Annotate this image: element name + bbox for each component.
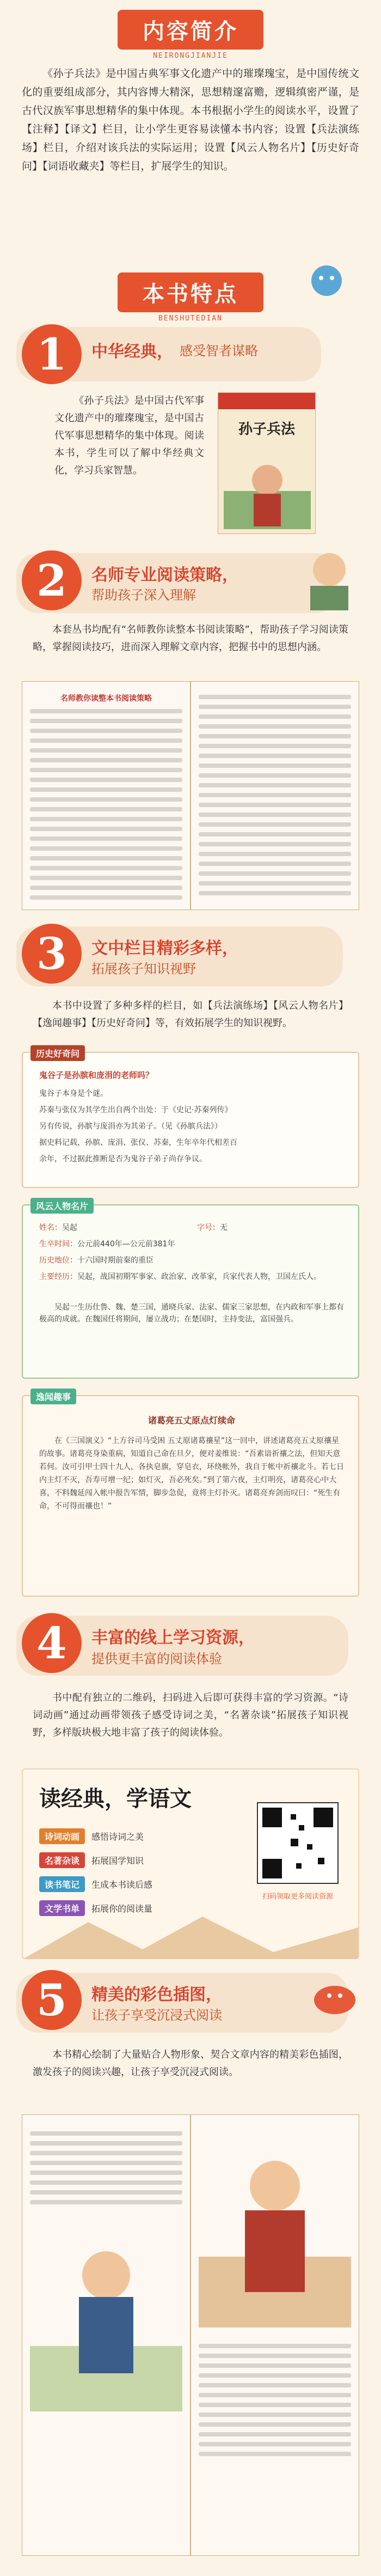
- feature2-title: 名师专业阅读策略，: [91, 566, 238, 585]
- resource-item-2: [39, 1848, 235, 1872]
- history-question-tag: 历史好奇问: [30, 1045, 85, 1061]
- intro-subtitle: NEIRONGJIANJIE: [153, 52, 228, 60]
- character-status-label: 历史地位: [39, 1256, 70, 1265]
- resource-item-3-tag: 读书笔记: [39, 1876, 85, 1892]
- illustration-general: [199, 2131, 351, 2328]
- anecdote-tag: [30, 1389, 76, 1404]
- features-title: 本书特点: [118, 272, 263, 312]
- character-row-courtesy: 字号：无: [197, 1223, 228, 1232]
- illustrated-page-right: [190, 2114, 359, 2556]
- book-cover-band: [218, 393, 315, 409]
- feature1-text: 《孙子兵法》是中国古代军事文化遗产中的璀璨瑰宝，是中国古代军事思想精华的集中体现。阅读本书，学生可以了解中华经典文化，学习兵家智慧。: [54, 395, 204, 476]
- character-courtesy-label: 字号: [197, 1223, 212, 1232]
- character-status-value: 十六国时期前秦的重臣: [77, 1256, 153, 1265]
- features-subtitle: BENSHUTEDIAN: [158, 314, 223, 323]
- history-question-line-2: 苏秦与张仪为其学生出自两个出处：于《史记·苏秦列传》: [39, 1106, 232, 1114]
- character-courtesy-value: 无: [220, 1223, 228, 1232]
- character-row-dates: 生卒时间：公元前440年—公元前381年: [39, 1240, 175, 1248]
- anecdote-title: 诸葛亮五丈原点灯续命: [148, 1415, 235, 1426]
- qr-code[interactable]: [257, 1802, 339, 1884]
- resource-item-3: [39, 1872, 235, 1896]
- character-row-experience: 主要经历：吴起，战国初期军事家、政治家、改革家，兵家代表人物，卫国左氏人。: [39, 1272, 321, 1281]
- feature1-subtitle: 感受智者谋略: [180, 343, 258, 359]
- resource-item-4-tag: 文学书单: [39, 1900, 85, 1916]
- feature1-number: 1: [22, 324, 82, 384]
- character-row-status: 历史地位：十六国时期前秦的重臣: [39, 1256, 153, 1265]
- history-question-title: 鬼谷子是孙膑和庞涓的老师吗？: [39, 1070, 154, 1080]
- anecdote-card: [22, 1392, 359, 1597]
- resource-item-2-desc: 拓展国学知识: [91, 1855, 144, 1866]
- illustration-warrior: [30, 2215, 182, 2411]
- resource-item-3-desc: 生成本书读后感: [91, 1879, 153, 1890]
- mountain-decoration: [23, 1911, 358, 1959]
- feature5-text: 本书精心绘制了大量贴合人物形象、契合文章内容的精美彩色插图，激发孩子的阅读兴趣，让孩子享受沉浸式阅读。: [33, 2049, 348, 2078]
- feature3-text: 本书中设置了多种多样的栏目，如【兵法演练场】【风云人物名片】【逸闻趣事】【历史好奇问】等，有效拓展学生的知识视野。: [33, 1000, 348, 1029]
- feature4-number: 4: [22, 1613, 82, 1673]
- history-question-card: [22, 1048, 359, 1188]
- features-banner: [0, 272, 381, 323]
- feature3-title: 文中栏目精彩多样，: [91, 939, 238, 958]
- qr-code-icon: [258, 1803, 337, 1883]
- book-page-left: [22, 681, 190, 910]
- character-card: [22, 1201, 359, 1379]
- qr-caption: 扫码领取更多阅读资源: [262, 1893, 333, 1901]
- illustrated-page-left: [22, 2114, 190, 2556]
- resource-item-2-tag: 名著杂谈: [39, 1852, 85, 1868]
- feature2-text: 本套丛书均配有“名师教你读整本书阅读策略”，帮助孩子学习阅读策略，掌握阅读技巧，进而深入理解文章内容，把握书中的思想内涵。: [33, 624, 348, 653]
- history-question-line-5: 余年，不过据此推断是否为鬼谷子弟子尚存争议。: [39, 1155, 207, 1163]
- character-card-tag: 风云人物名片: [30, 1198, 94, 1214]
- page-heading: 名师教你读整本书阅读策略: [60, 694, 152, 703]
- scholar-decoration: [294, 545, 365, 610]
- history-question-line-3: 另有传说，孙膑与庞涓亦为其弟子。（见《孙膑兵法》）: [39, 1122, 222, 1131]
- feature3-subtitle: 拓展孩子知识视野: [91, 961, 196, 977]
- intro-banner: [0, 10, 381, 60]
- character-experience-value: 吴起，战国初期军事家、政治家、改革家，兵家代表人物，卫国左氏人。: [77, 1272, 321, 1281]
- intro-paragraph: 《孙子兵法》是中国古典军事文化遗产中的璀璨瑰宝，是中国传统文化的重要组成部分，其内容博大精深，思想精邃富赡，逻辑缜密严谨，是古代汉族军事思想精华的集中体现。本书根据小学生的阅读水平，设置了【注释】【译文】栏目，让小学生更容易读懂本书内容；设置【兵法演练场】栏目，介绍对该兵法的实际运用；设置【风云人物名片】【历史好奇问】【词语收藏夹】等栏目，扩展学生的知识。: [22, 68, 359, 172]
- feature4-text: 书中配有独立的二维码，扫码进入后即可获得丰富的学习资源。“诗词动画”通过动画带领孩子感受诗词之美，“名著杂谈”拓展孩子知识视野，多样版块极大地丰富了孩子的阅读体验。: [33, 1692, 348, 1738]
- character-name-label: 姓名: [39, 1223, 54, 1232]
- anecdote-tag-part-2: 趣事: [53, 1392, 71, 1402]
- resource-item-4-desc: 拓展你的阅读量: [91, 1903, 153, 1914]
- character-dates-label: 生卒时间: [39, 1240, 70, 1248]
- feature5-title: 精美的彩色插图，: [91, 1985, 222, 2004]
- feature4-title: 丰富的线上学习资源，: [91, 1628, 255, 1647]
- feature4-subtitle: 提供更丰富的阅读体验: [91, 1651, 222, 1666]
- character-experience-label: 主要经历: [39, 1272, 70, 1281]
- book-cover-illustration: [224, 447, 311, 529]
- character-dates-value: 公元前440年—公元前381年: [77, 1240, 175, 1248]
- feature1-title: 中华经典，: [91, 342, 173, 361]
- intro-title: 内容简介: [118, 10, 263, 50]
- history-question-line-1: 鬼谷子本身是个谜。: [39, 1089, 108, 1098]
- online-resources-panel: [22, 1768, 359, 1959]
- book-cover-title: 孙子兵法: [238, 421, 295, 438]
- feature2-subtitle: 帮助孩子深入理解: [91, 587, 196, 603]
- book-page-right: [190, 681, 359, 910]
- character-name-value: 吴起: [62, 1223, 77, 1232]
- feature5-number: 5: [22, 1970, 82, 2030]
- history-question-line-4: 据史料记载，孙膑、庞涓、张仪、苏秦，生年卒年代相差百: [39, 1138, 237, 1147]
- online-resources-title: 读经典，学语文: [39, 1786, 192, 1811]
- feature3-number: 3: [22, 924, 82, 984]
- book-cover: [218, 392, 316, 534]
- anecdote-body: 在《三国演义》“上方谷司马受困 五丈原诸葛禳星”这一回中，讲述诸葛亮五丈原禳星的故事。诸葛亮身染重病，知道自己命在旦夕，便对姜维说：“吾素谙祈禳之法，但知天意若何。汝可引甲士四十九人，各执皂旗，穿皂衣，环绕帐外，我自于帐中祈禳北斗。若七日内主灯不灭，吾寿可增一纪；如灯灭，吾必死矣。”到了第六夜，主灯明亮，诸葛亮心中大喜，不料魏延闯入帐中报告军情，脚步急促，竟将主灯扑灭。诸葛亮弃剑而叹曰：“死生有命，不可得而禳也！”: [39, 1437, 344, 1511]
- crab-decoration: [305, 1967, 365, 2027]
- resource-item-1-desc: 感悟诗词之美: [91, 1831, 144, 1842]
- resource-item-1: [39, 1824, 235, 1848]
- feature2-number: 2: [22, 550, 82, 610]
- character-card-body: 吴起一生历仕鲁、魏、楚三国，通晓兵家、法家、儒家三家思想，在内政和军事上都有极高的成就。在魏国任将期间，屡立战功；在楚国时，主持变法，富国强兵。: [39, 1303, 344, 1324]
- character-row-name: 姓名：吴起: [39, 1223, 77, 1232]
- online-resources-list: [39, 1824, 235, 1920]
- feature5-subtitle: 让孩子享受沉浸式阅读: [91, 2008, 222, 2023]
- anecdote-tag-part-1: 逸闻: [36, 1392, 54, 1402]
- resource-item-1-tag: 诗词动画: [39, 1828, 85, 1844]
